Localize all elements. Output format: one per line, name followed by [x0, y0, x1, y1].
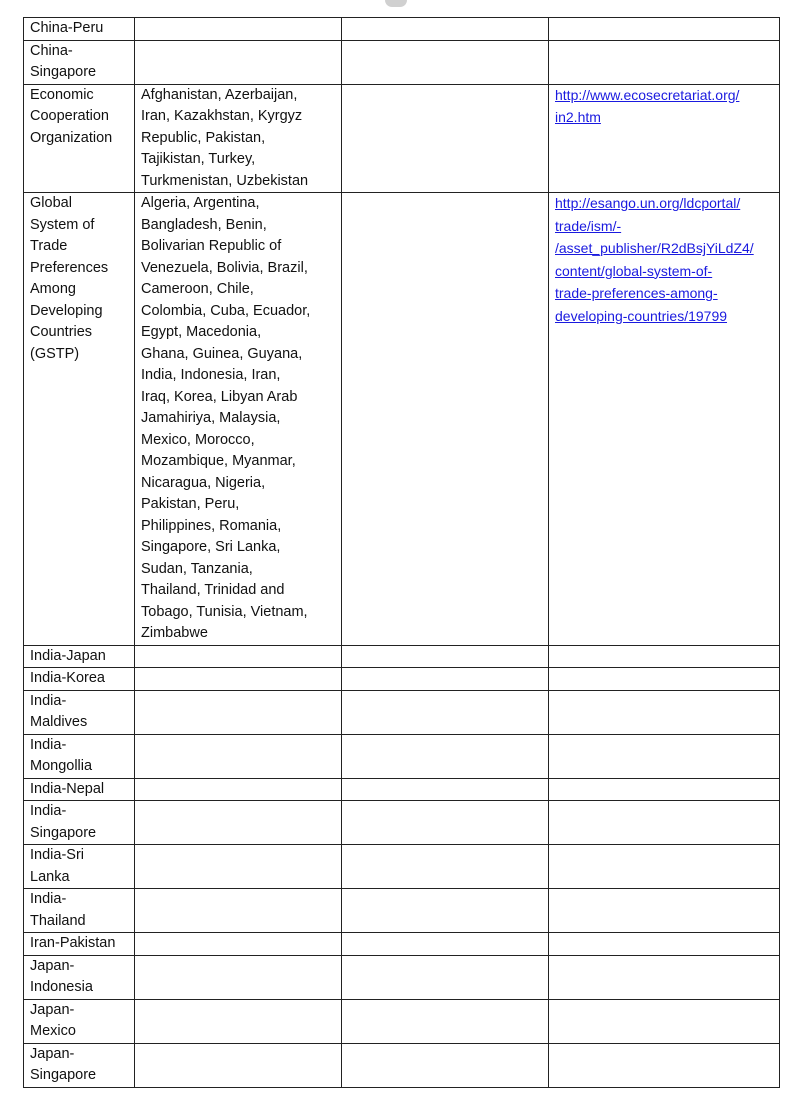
- agreement-name-cell: India- Mongollia: [24, 734, 135, 778]
- agreement-name-cell: Iran-Pakistan: [24, 933, 135, 956]
- reference-link-cell: [549, 889, 780, 933]
- notes-cell: [342, 84, 549, 193]
- table-row: [24, 645, 780, 668]
- member-countries-cell: [135, 40, 342, 84]
- member-countries-cell: [135, 999, 342, 1043]
- table-row: [24, 193, 780, 646]
- table-row: [24, 668, 780, 691]
- agreement-name-cell: Economic Cooperation Organization: [24, 84, 135, 193]
- member-countries-cell: [135, 734, 342, 778]
- member-countries-cell: [135, 18, 342, 41]
- table-row: [24, 889, 780, 933]
- agreement-name-cell: Japan- Indonesia: [24, 955, 135, 999]
- notes-cell: [342, 1043, 549, 1087]
- table-row: [24, 690, 780, 734]
- member-countries-cell: [135, 690, 342, 734]
- notes-cell: [342, 645, 549, 668]
- eco-secretariat-link[interactable]: http://www.ecosecretariat.org/ in2.htm: [555, 86, 740, 125]
- reference-link-cell: [549, 801, 780, 845]
- member-countries-cell: [135, 889, 342, 933]
- reference-link-cell: [549, 193, 780, 646]
- member-countries-cell: [135, 778, 342, 801]
- notes-cell: [342, 18, 549, 41]
- agreement-name-cell: India-Sri Lanka: [24, 845, 135, 889]
- agreement-name-cell: India- Thailand: [24, 889, 135, 933]
- reference-link-cell: [549, 668, 780, 691]
- table-row: [24, 933, 780, 956]
- agreement-name-cell: India-Korea: [24, 668, 135, 691]
- member-countries-cell: [135, 1043, 342, 1087]
- reference-link-cell: [549, 84, 780, 193]
- notes-cell: [342, 40, 549, 84]
- agreement-name-cell: Global System of Trade Preferences Among Developing Countries (GSTP): [24, 193, 135, 646]
- member-countries-cell: [135, 933, 342, 956]
- member-countries-cell: [135, 668, 342, 691]
- member-countries-cell: Algeria, Argentina, Bangladesh, Benin, Bolivarian Republic of Venezuela, Bolivia, Brazil, Cameroon, Chile, Colombia, Cuba, Ecuador, Egypt, Macedonia, Ghana, Guinea, Guyana, India, Indonesia, Iran, Iraq, Korea, Libyan Arab Jamahiriya, Malaysia, Mexico, Morocco, Mozambique, Myanmar, Nicaragua, Nigeria, Pakistan, Peru, Philippines, Romania, Singapore, Sri Lanka, Sudan, Tanzania, Thailand, Trinidad and Tobago, Tunisia, Vietnam, Zimbabwe: [135, 193, 342, 646]
- notes-cell: [342, 845, 549, 889]
- agreement-name-cell: China- Singapore: [24, 40, 135, 84]
- reference-link-cell: [549, 955, 780, 999]
- table-row: [24, 18, 780, 41]
- reference-link-cell: [549, 1043, 780, 1087]
- member-countries-cell: [135, 801, 342, 845]
- notes-cell: [342, 801, 549, 845]
- reference-link-cell: [549, 690, 780, 734]
- agreement-name-cell: India- Singapore: [24, 801, 135, 845]
- agreement-name-cell: Japan- Mexico: [24, 999, 135, 1043]
- member-countries-cell: [135, 955, 342, 999]
- reference-link-cell: [549, 645, 780, 668]
- gstp-ldcportal-link[interactable]: http://esango.un.org/ldcportal/ trade/ism/- /asset_publisher/R2dBsjYiLdZ4/ content/global-system-of- trade-preferences-among- developing-countries/19799: [555, 195, 754, 324]
- notes-cell: [342, 889, 549, 933]
- table-body: [24, 18, 780, 1088]
- page-header-mark: [385, 0, 407, 7]
- table-row: [24, 1043, 780, 1087]
- reference-link-cell: [549, 933, 780, 956]
- trade-agreements-table: [23, 17, 780, 1088]
- agreement-name-cell: China-Peru: [24, 18, 135, 41]
- reference-link-cell: [549, 778, 780, 801]
- member-countries-cell: [135, 645, 342, 668]
- notes-cell: [342, 999, 549, 1043]
- notes-cell: [342, 778, 549, 801]
- reference-link-cell: [549, 40, 780, 84]
- member-countries-cell: Afghanistan, Azerbaijan, Iran, Kazakhstan, Kyrgyz Republic, Pakistan, Tajikistan, Turkey, Turkmenistan, Uzbekistan: [135, 84, 342, 193]
- member-countries-cell: [135, 845, 342, 889]
- table-row: [24, 778, 780, 801]
- table-row: [24, 84, 780, 193]
- agreement-name-cell: India-Japan: [24, 645, 135, 668]
- notes-cell: [342, 668, 549, 691]
- table-row: [24, 999, 780, 1043]
- notes-cell: [342, 193, 549, 646]
- notes-cell: [342, 955, 549, 999]
- agreement-name-cell: India-Nepal: [24, 778, 135, 801]
- reference-link-cell: [549, 845, 780, 889]
- reference-link-cell: [549, 18, 780, 41]
- table-row: [24, 40, 780, 84]
- notes-cell: [342, 734, 549, 778]
- table-row: [24, 845, 780, 889]
- reference-link-cell: [549, 999, 780, 1043]
- notes-cell: [342, 690, 549, 734]
- agreement-name-cell: Japan- Singapore: [24, 1043, 135, 1087]
- table-row: [24, 801, 780, 845]
- agreement-name-cell: India- Maldives: [24, 690, 135, 734]
- notes-cell: [342, 933, 549, 956]
- table-row: [24, 734, 780, 778]
- reference-link-cell: [549, 734, 780, 778]
- table-row: [24, 955, 780, 999]
